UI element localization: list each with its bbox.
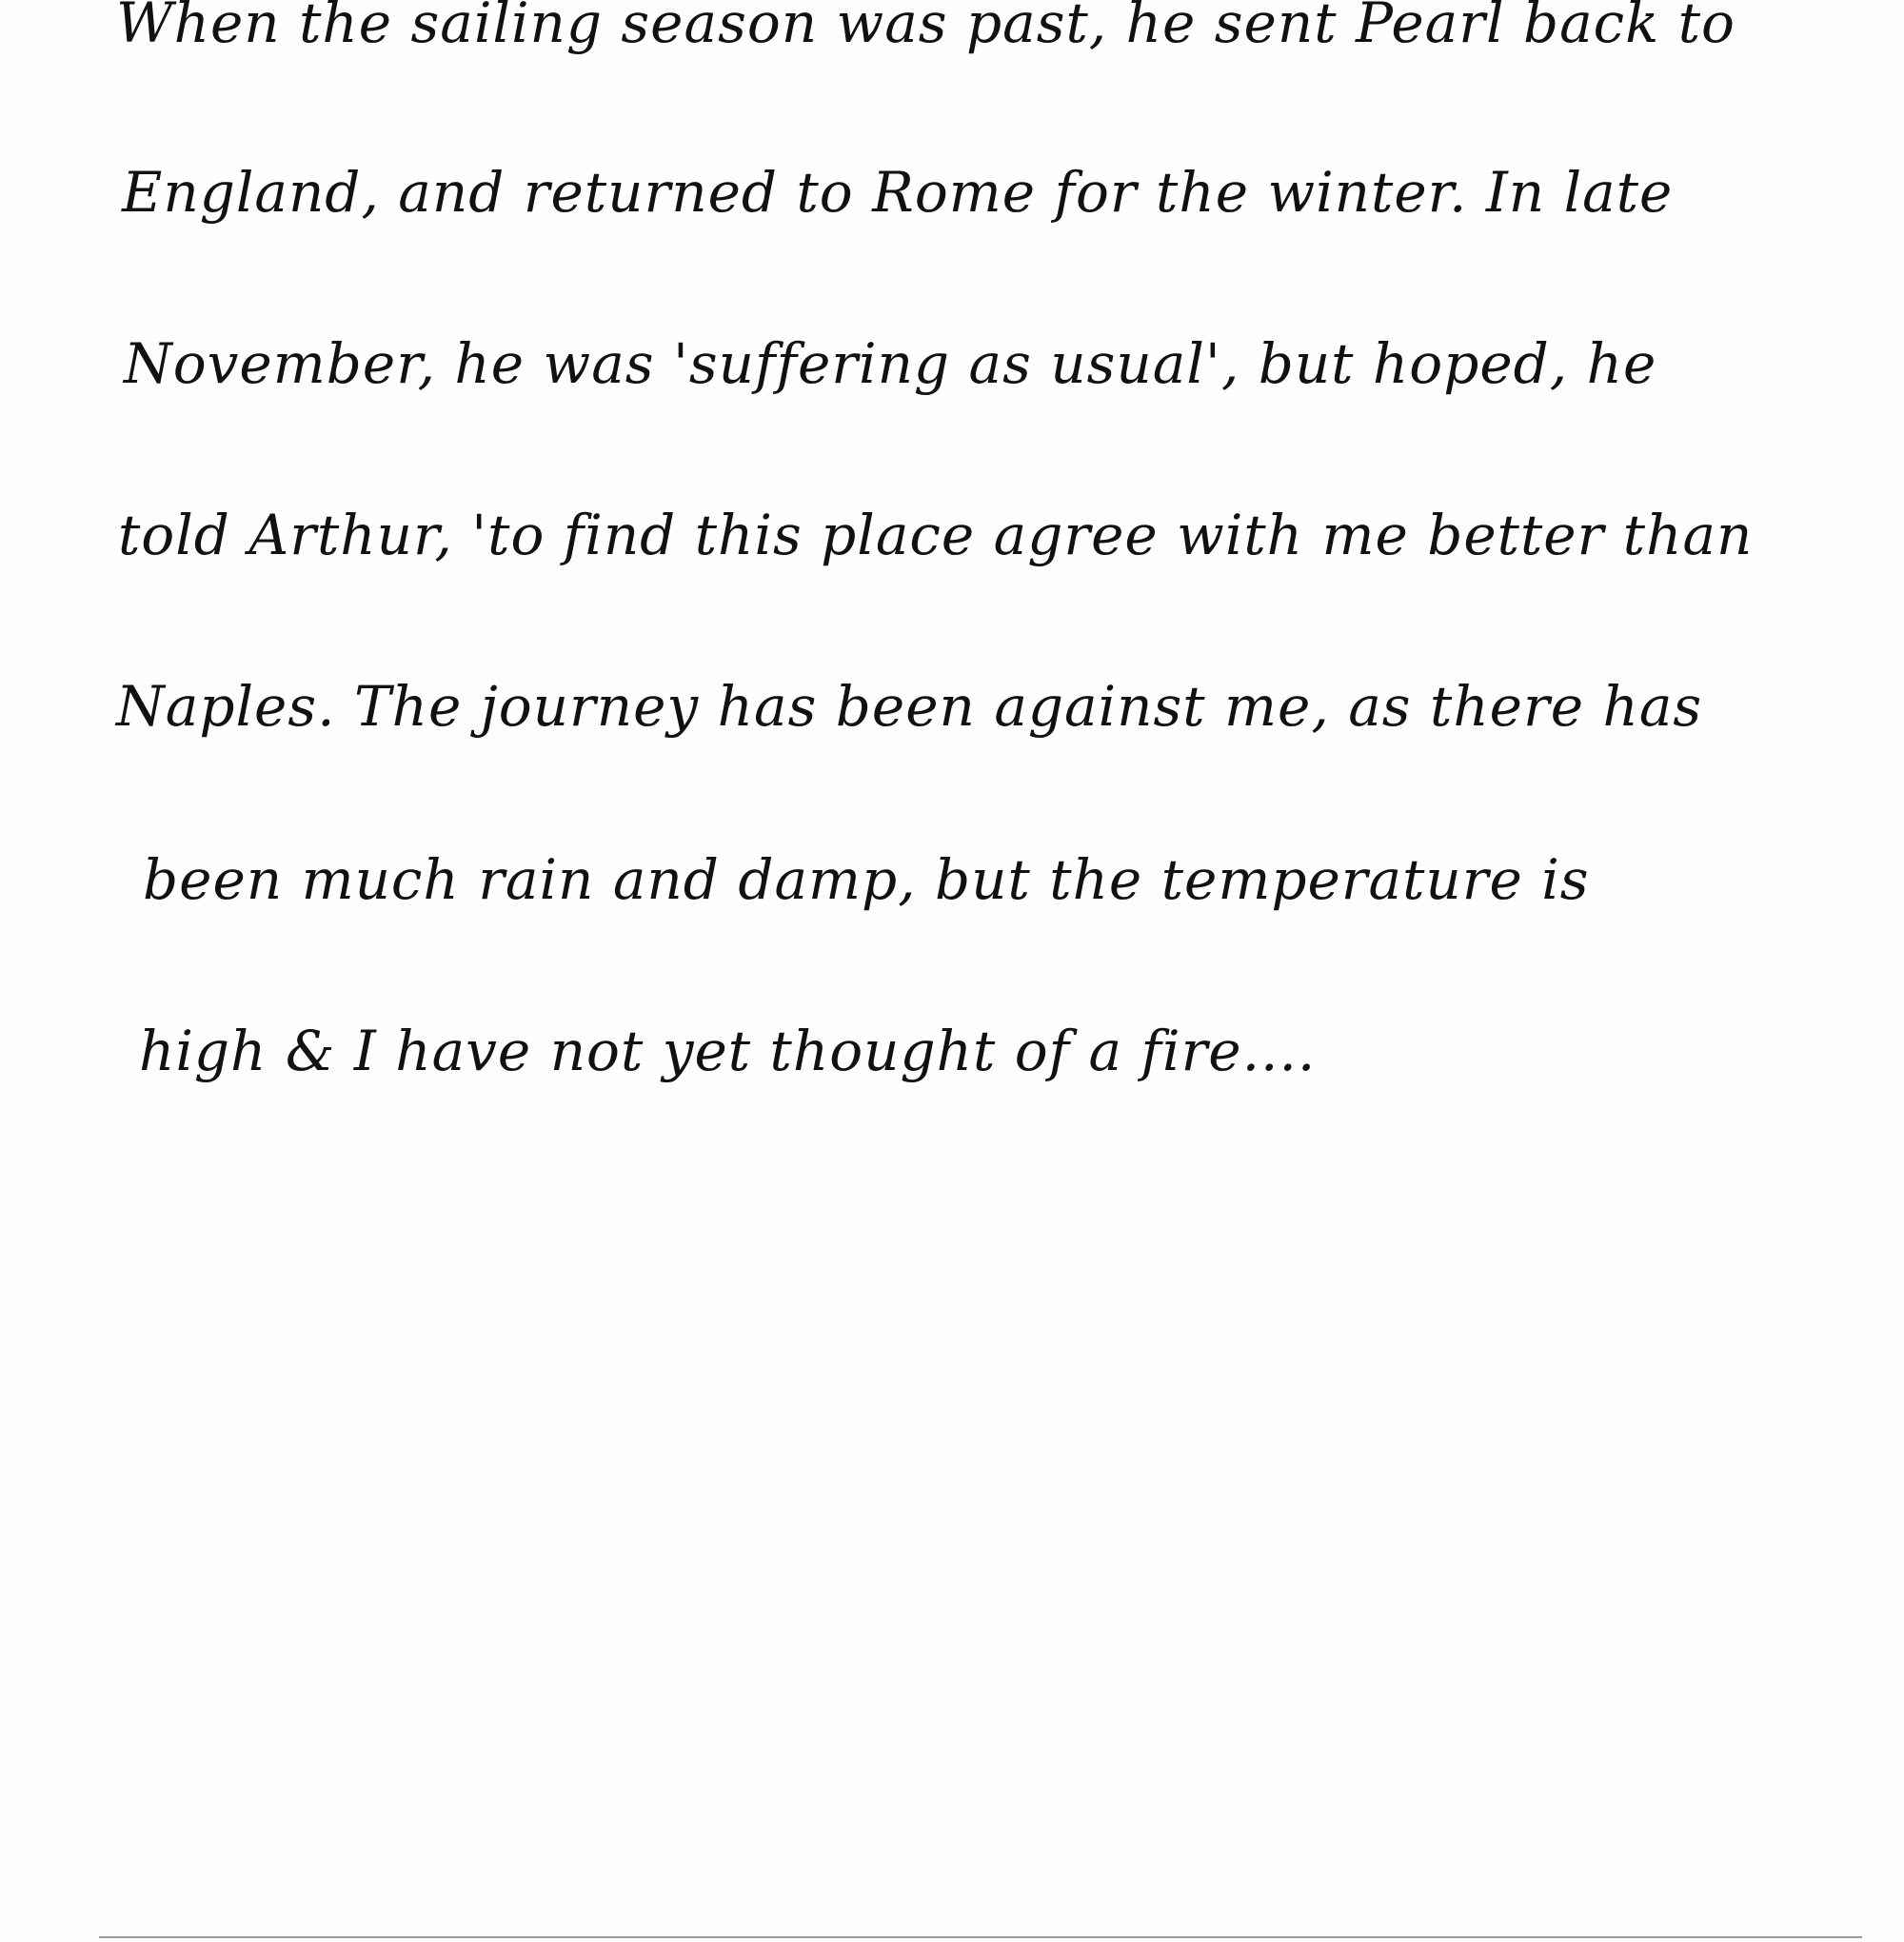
handwritten-line-2: England, and returned to Rome for the winter. In late bbox=[122, 160, 1674, 225]
handwritten-line-3: November, he was 'suffering as usual', but hoped, he bbox=[124, 331, 1657, 396]
handwritten-line-4: told Arthur, 'to find this place agree with me better than bbox=[118, 503, 1754, 567]
handwritten-line-5: Naples. The journey has been against me, as there has bbox=[116, 674, 1703, 739]
page-bottom-rule bbox=[99, 1936, 1862, 1938]
handwritten-line-7: high & I have not yet thought of a fire.... bbox=[139, 1019, 1317, 1083]
handwritten-line-6: been much rain and damp, but the temperature is bbox=[143, 847, 1590, 912]
handwritten-line-1: When the sailing season was past, he sent Pearl back to bbox=[116, 0, 1735, 55]
